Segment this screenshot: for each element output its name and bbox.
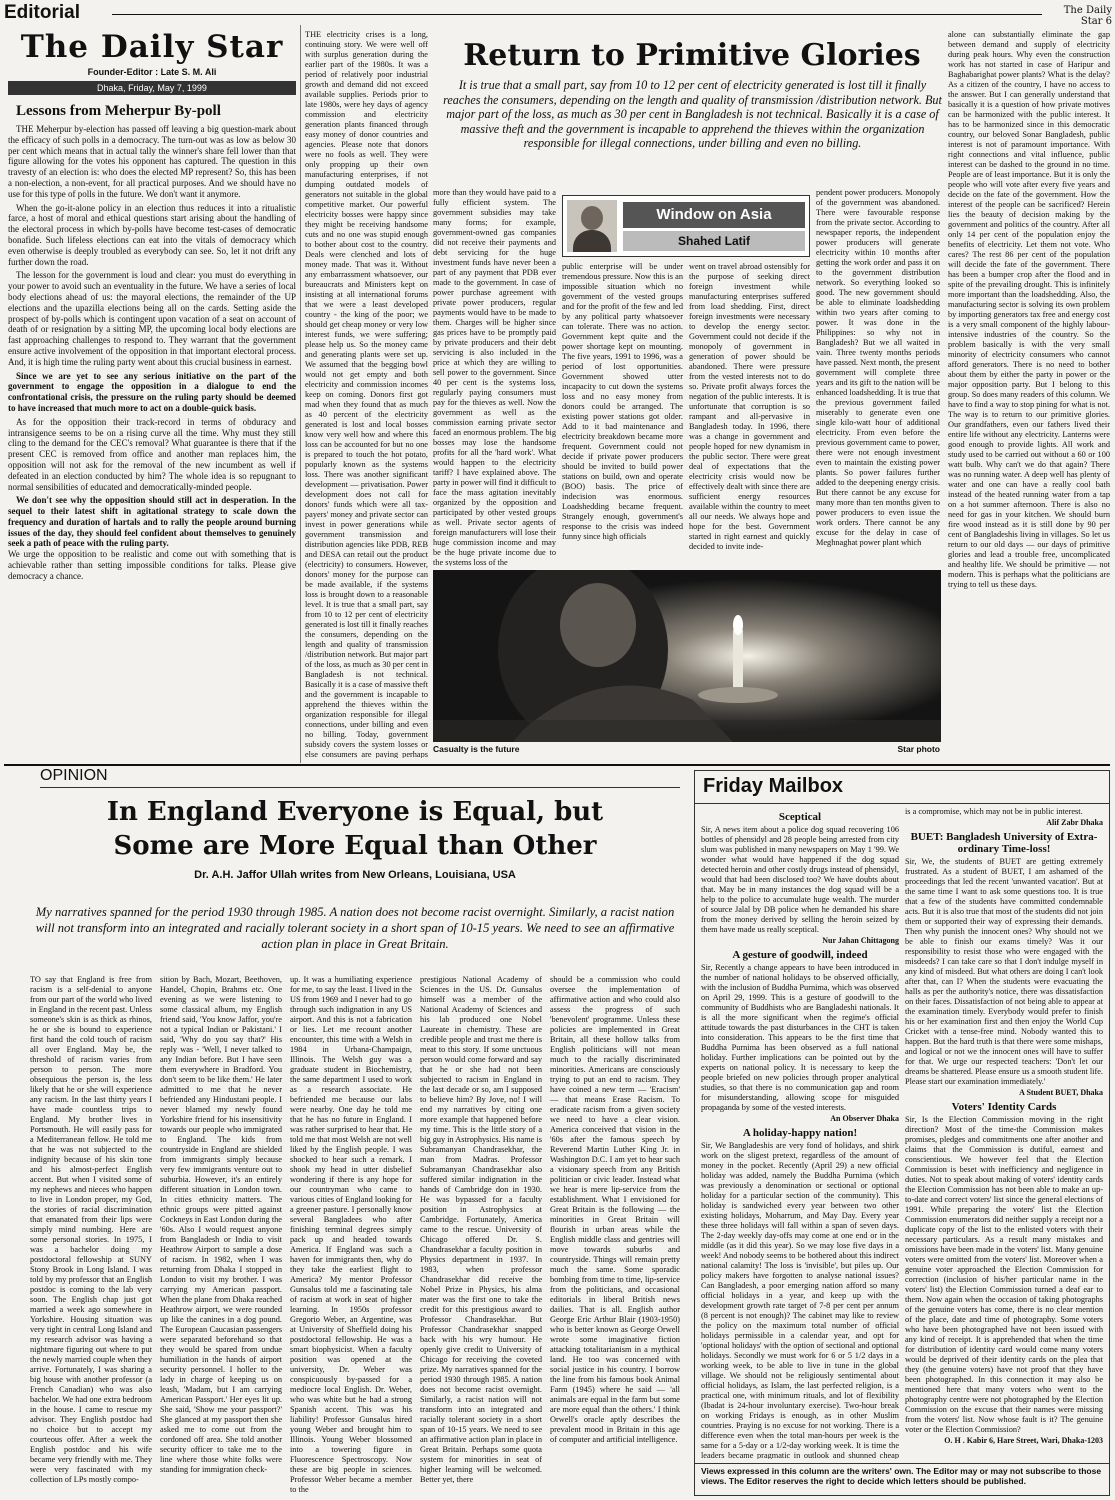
letter-body: Sir, We, the students of BUET are getting extremely frustrated. As a student of BUET, I am ashamed of the proceedings that led the recent 'unwanted vacation'. But at the same time I want to ask some questions too. It is true that a few of the students have committed condemnable acts. But it is also true that most of the students did not join them or supported their way of expressing their demands. Then why punish the innocent ones? Why should not we be able to finish our exams timely? Was it our responsibility to resist those who were engaged with the misdeeds? I can take care so that I don't indulge myself in any kind of misdeed. But what others are doing I can't look after that, can I? When the students were evacuating the halls as per the authority's notice, there was dissatisfaction on their faces. Dissatisfaction of not being able to appear at the examination timely. Everybody would prefer to finish his or her examination first and then enjoy the World Cup Cricket with a tense-free mind. Nobody wanted this to happen. But the hard truth is that there were some mishaps, and logical or not we the innocent ones will have to suffer for that. We urge our respected teachers: 'Don't let our dreams be shattered. Please ensure us a smooth student life. Please start our examination immediately.' xyxy=(905,857,1103,1086)
portrait-head xyxy=(581,206,603,230)
opinion-col-2: sition by Bach, Mozart, Beethoven, Handel, Chopin, Brahms etc. One evening as we were listening to some classical album, my English friend said, 'You know Jaffor, you're not a typical Indian or Pakistani.' I said, 'Why do you say that?' His reply was - 'Well, I never talked to any Indian before. But I have seen them everywhere in Bradford. You don't seem to be like them.' He later admitted to me that he never befriended any Hindustani people. I never blamed my newly found Yorkshire friend for his insensitivity towards our people who immigrated to England. The kids from countryside in England are shielded from immigrants simply because very few immigrants venture out to suburbia. However, it's an entirely different situation in London town. In cities ethnicity matters. The ethnic groups were pitted against Cockneys in East London during the '60s. Also I would request anyone from Bangladesh or India to visit Heathrow Airport to sample a dose of racism. In 1982, when I was returning from Dhaka I stopped in London to visit my brother. I was carrying my American passport. When the plane from Dhaka reached Heathrow airport, we were rounded up like the canines in a dog pound. The European Caucasian passengers were separated beforehand so that they would be spared from undue humiliation in the hands of airport security personnel. I holler to the lady in charge of keeping us on leash, 'Madam, but I am carrying American Passport.' Her eyes lit up. She said, 'Show me your passport?' She glanced at my passport then she asked me to come out from the cordoned off area. She told another security officer to take me to the line where those white folks were standing for immigration check- xyxy=(160,975,282,1474)
opinion-title-line-2: Some are More Equal than Other xyxy=(113,831,597,861)
opinion-deck: My narratives spanned for the period 1930 through 1985. A nation does not become racist overnight. Similarly, a racist nation will not transform into an integrated and racially tolerant society in a short span of 10-15 years. We need to see an affirmative action plan in place in Great Britain. xyxy=(35,905,675,951)
feature-col-5 xyxy=(816,188,940,566)
editorial-paragraph: When the go-it-alone policy in an election thus reduces it into a ritualistic farce, a host of moral and ethical questions start arising about the handling of the electoral process in which by-polls have become test-cases of democratic bonafide. Such lifeless elections can eat into the vitals of democracy which even otherwise is deeply troubled as everybody can see. So, let it not drift any further down the road. xyxy=(8,202,296,267)
mailbox-col-1 xyxy=(701,807,899,1459)
feature-text: alone can substantially eliminate the gap between demand and supply of electricity during peak hours. Why even the construction work has not started in case of Haripur and Baghabarighat power plants? What is the delay? As a citizen of the country, I have no access to the answer. But I can generally understand that basically it is a question of how private motives can be harmonized with the public interest. It has to be harmonized since in this democratic country, our beloved Sonar Bangladesh, public interest is not of paramount importance. With right connections and vital influence, public interest can be dashed to the ground in no time. People are of least importance. But it is only the people who will vote after every five years and decide on the fate of the government. How the interest of the people can be sacrificed? Herein lies the beauty of decision making by the government and politics of the country. After all only 14 per cent of the population enjoy the benefits of electricity. Let them not vote. Who cares? The rest 86 per cent of the population will decide the fate of the government. There has been a bumper crop after the flood and in spite of the prevailing drought. This is infinitely more important than the loadshedding. Also, the manufacturing sector is solving its own problem by importing generators tax free and energy cost is a very small component of the highly labour-intensive industries of the country. So the problem basically is with the very small minority of electricity consumers who cannot afford generators. There is no need to bother about them by either the party in power or the major opposition party. But I belong to this group. So does many readers of this column. We have to find a way to stop pining for what is not. The way is to return to our primitive glories. Our grandfathers, even our fathers lived their entire life without any electricity. Lanterns were good enough to provide lights. All work and study used to be carried out without a 60 or 100 watt bulb. Why can't we do that again? There was no running water. A deep well has plenty of water and one can have a really cool bath instead of the heated running water from a tap on a hot summer afternoon. There is also no need for gas in your kitchen. We should burn fire wood instead as it is still done by 90 per cent of Bangladeshis living in villages. So let us return to our old days — our days of primitive glories and lead a trouble free, uncomplicated and healthy life. We should be primitive — not modern. This is perhaps what the politicians are trying to tell us these days. xyxy=(948,30,1110,589)
editorial-paragraph: Since we are yet to see any serious initiative on the part of the government to engage the opposition in a dialogue to end the confrontational crisis, the pressure on the ruling party should be deemed to have increased that much more to act on a double-quick basis. xyxy=(8,370,296,413)
letter-title: A holiday-happy nation! xyxy=(742,1127,858,1139)
feature-col-6 xyxy=(948,30,1110,758)
opinion-col-5: should be a commission who could oversee the implementation of affirmative action and who could also assess the progress of such 'benevolent' programme. Unless these policies are implemented in Great Britain, all these hollow talks from English politicians will not mean much to the racially discriminated minorities. Americans are consciously trying to put an end to racism. They have coined a new term — 'Eracism' — that means Erase Racism. To eradicate racism from a given society we need to have a clear vision. America conceived that vision in the '60s after the famous speech by Reverend Martin Luther King Jr. in Washington D.C. I am yet to hear such a visionary speech from any British politician or civic leader. Instead what we hear is mere lip-service from the establishment. What I envisioned for Great Britain is the following — the minorities in Great Britain will flourish in urban areas while the English middle class and gentries will move towards suburbs and countryside. Things will remain pretty much the same. Some sporadic bombing from time to time, lip-service from the politicians, and occasional editorials in liberal British news dailies. That is all. English author George Eric Arthur Blair (1903-1950) who is better known as George Orwell wrote some imaginative fiction attacking totalitarianism in a mythical land. He too was concerned with social justice in his country. I borrow the line from his famous book Animal Farm (1945) where he said — 'all animals are equal in the farm but some are more equal than the others.' I think Orwell's oracle aptly describes the prevalent mood in Britain in this age of computer and artificial intelligence. xyxy=(550,975,680,1444)
opinion-rule xyxy=(40,787,680,788)
feature-col-1 xyxy=(305,30,428,758)
letter-body: Sir, Recently a change appears to have been introduced in the number of national holidays to be observed officially, with the inclusion of Buddha Purnima, which was observed on April 29, 1999. This is a gesture of goodwill to the community of Buddhists who are Bangladeshi nationals. It is all the more significant when the regime's official attitude towards the past disturbances in the CHT is taken into consideration. This appears to be the first time that Buddha Purnima has been observed as a full national holiday. Further implications can be pointed out by the experts on national policy. It is necessary to keep the people briefed on new policies through proper analytical studies, so that there is no communication gap and room for misunderstanding, allowing scope for misguided propaganda by some of the vested interests. xyxy=(701,963,899,1112)
feature-text: went on travel abroad ostensibly for the purpose of seeking direct foreign investment while manufacturing enterprises suffered from load shedding. First, direct foreign investments were necessary to develop the energy sector. Government could not decide if the monopoly of government in generation of power should be abandoned. There were pressure from the vested interests not to do so. Private profit always forces the negation of the public interests. It is unfortunate that corruption is so rampant and all-pervasive in Bangladesh today. In 1996, there was a change in government and people hoped for new dynamism in the public sector. There were great deal of expectations that the electricity crisis would now be effectively dealt with since there are sufficient energy resources available within the country to meet all our needs. We always hope and hope for the best. Government started in right earnest and quickly decided to invite inde- xyxy=(689,262,810,551)
editorial-paragraph: As for the opposition their track-record in terms of obduracy and intransigence seems to be on a rising curve all the time. Why must they still cling to the demand for the CEC's removal? What guarantee is there that if the present CEC is removed from office and another man replaces him, the opposition will not ask for the removal of the new incumbent as well if defeated in an election conducted by him? The whole idea is so repugnant to normal sensibilities of educated and democratically-minded people. xyxy=(8,416,296,492)
feature-deck: It is true that a small part, say from 10 to 12 per cent of electricity generated is lost till it finally reaches the consumers, depending on the length and quality of transmission /distribution network. But major part of the loss, as much as 30 per cent in Bangladesh is not technical. Basically it is a case of massive theft and the government is incapable to apprehend the thieves within the organization responsible for illegal connections, under billing and even no billing. xyxy=(443,78,942,151)
opinion-byline: Dr. A.H. Jaffor Ullah writes from New Orleans, Louisiana, USA xyxy=(194,869,516,881)
letter-signature: Nur Jahan Chittagong xyxy=(822,936,899,945)
column-byline: Shahed Latif xyxy=(623,231,805,251)
author-portrait xyxy=(567,200,617,252)
letter-title: A gesture of goodwill, indeed xyxy=(732,949,868,961)
column-name: Window on Asia xyxy=(623,202,805,228)
editorial-paragraph: The lesson for the government is loud and clear: you must do everything in your power to avoid such an eventuality in the future. We have a series of local body elections ahead of us: the mayoral elections, the remainder of the UP elections and the upazilla elections being all on the cards. Setting aside the prospect of by-polls which is contingent upon vacation of a seat on account of death of or resignation by a sitting MP, the upcoming local body elections are fast approaching challenges to respond to. They warrant that the government ensure active involvement of the opposition in that important electoral process. And, it is high time the ruling party went about this crucial business in earnest. xyxy=(8,270,296,367)
mailbox-rule xyxy=(695,803,1109,804)
letter-signature: A Student BUET, Dhaka xyxy=(1019,1088,1103,1097)
header-rule xyxy=(112,14,1042,15)
opinion-label: OPINION xyxy=(40,767,108,784)
feature-photo xyxy=(433,570,941,742)
editorial-column xyxy=(8,30,296,762)
letter-body: is a compromise, which may not be in public interest. xyxy=(905,807,1083,816)
editorial-paragraph: We don't see why the opposition should still act in desperation. In the sequel to their latest shift in agitational strategy to scale down the frequency and duration of hartals and to rally the people around burning issues of the day, they should feel confident about themselves to genuinely seek a path of peace with the ruling party. xyxy=(8,495,296,549)
letter-title: Sceptical xyxy=(778,811,822,823)
feature-text: more than they would have paid to a fully efficient system. The government subsidies may take many forms; for example, government-owned gas companies did not receive their payments and debt servicing for the huge investment funds have never been a part of any payment that PDB ever made to the government. In case of power purchase agreement with private power producers, regular payments would have to be made to them. Charges will be higher since gas prices have to be promptly paid by private producers and their debt servicing is also included in the price at which they are willing to sell power to the government. Since 40 per cent is the systems loss, regularly paying consumers must pay for the thieves as well. Now the government as well as the commission earning private sector faced an enormous problem. The big bosses may lose the handsome profits for all the 'hard work'. What would happen to the electricity tariff? I have explained above. The party in power will find it difficult to face the mass agitation inevitably organized by the opposition and participated by other vested groups as well. Private sector agents of foreign manufacturers will lose their huge commission income and may be the huge private income due to the systems loss of the xyxy=(433,188,556,566)
feature-col-3 xyxy=(562,262,683,564)
founder-line: Founder-Editor : Late S. M. Ali xyxy=(87,67,217,77)
mailbox-footer-rule xyxy=(695,1463,1109,1464)
opinion-col-1: TO say that England is free from racism is a self-denial to anyone from our part of the world who lived in England in the recent past. Unless someone's skin is as thick as rhinos, he or she is bound to experience first hand the cold touch of racism all over England. May be, the threshold of racism varies from person to person. The more obsequious the person is, the less likely that he or she will experience any racism. In the last thirty years I have made countless trips to England. My brother lives in Portsmouth. He will easily pass for a Mediterranean fellow. He told me that he was not subjected to the indignity because of his skin tone and his almost-perfect English accent. But when I visited some of my nephews and nieces who happen to live in London proper, my God, the stories of racial discrimination that emanated from their lips were simply mind numbing. Here are some personal stories. In 1975, I was a bachelor doing my postdoctoral fellowship at SUNY Stony Brook in Long Island. I was told by my professor that an English postdoc is coming to the lab very soon. The English chap just got married a week ago somewhere in Yorkshire. Housing situation was very tight in central Long Island and my research advisor was having a nightmare figuring out where to put the newly married couple when they arrive. Fortunately, I was sharing a big house with another professor (a French Canadian) who was also bachelor. We had one extra bedroom in the house. I came to rescue my advisor. They English postdoc had no choice but to accept my courteous offer. After a week the English postdoc and his wife became very friendly with me. They were very fascinated with my collection of LPs mostly compo- xyxy=(30,975,152,1484)
letter-signature: An Observer Dhaka xyxy=(830,1114,899,1123)
section-rule xyxy=(4,764,1110,766)
feature-text: public enterprise will be under tremendous pressure. Now this is an impossible situation which no government of the vested groups and for the profit of the few and led by any political party whatsoever can tolerate. There was no action. Government kept quite and the power shortage kept on mounting. The five years, 1991 to 1996, was a period of lost opportunities. Government showed utter incapacity to cut down the systems loss and no easy money from donors could be arranged. The existing power stations got older. Add to it bad maintenance and electricity breakdown became more frequent. Government could not decide if private power producers should be invited to build power stations on build, own and operate (BOO) basis. The price of indecision was enormous. Loadshedding became frequent. Strangely enough, government's response to the crisis was indeed funny since high officials xyxy=(562,262,683,541)
editorial-title: Lessons from Meherpur By-poll xyxy=(16,103,221,119)
column-logo-box xyxy=(562,195,810,257)
page-folio: The Daily Star 6 xyxy=(1063,5,1112,27)
opinion-col-4: prestigious National Academy of Sciences in the US. Dr. Gunsalus himself was a member of the National Academy of Sciences and his lab produced one Nobel Laureate in chemistry. These are credible people and trust me there is meat to this story. If some unctuous person would come forward and say that he or she had not been subjected to racism in England in the last decade or so, am I supposed to believe him? By Jove, no! I will end my narratives by citing one more example that happened before my time. This is the little story of a big guy in Astrophysics. His name is Subramanyan Chandrasekhar, the man from Madras. Professor Subramanyan Chandrasekhar also suffered similar indignation in the hands of Cambridge don in 1930. He was bypassed for a faculty position in Astrophysics at Cambridge. Fortunately, America came to the rescue. University of Chicago offered Dr. S. Chandrasekhar a faculty position in Physics department in 1937. In 1983, when professor Chandrasekhar did receive the Nobel Prize in Physics, his alma mater was the first one to take the credit for this prestigious award to Professor Chandrasekhar. But Professor Chandrasekhar snapped back with his wry humour. He openly give credit to University of Chicago for receiving the coveted prize. My narratives spanned for the period 1930 through 1985. A nation does not become racist overnight. Similarly, a racist nation will not transform into an integrated and racially tolerant society in a short span of 10-15 years. We need to see an affirmative action plan in place in Great Britain. Perhaps some quota system for minorities in seat of higher learning will be welcomed. Better yet, there xyxy=(420,975,542,1484)
mailbox-col-2 xyxy=(905,807,1103,1459)
letter-body: Sir, Is the Election Commission moving in the right direction? Most of the time-the Commission makes promises, pledges and commitments one after another and claims that the Commission is dutiful, earnest and conscientious. We however feel that the Election Commission is beset with inefficiency and negligence in duties. Not to speak about making of voters' identity cards the Election Commission has not been able to make an up-to-date and correct voters' list since the general elections of 1991. While preparing the voters' list the Election Commission enumerators did neither supply a receipt nor a duplicate copy of the list to the enlisted voters with their necessary particulars. As a result many mistakes and omissions have been made in the voters' list. Many genuine voters were omitted from the voters' list. Moreover when a genuine voter approached the Election Commission for correction (inclusion of his/her particular name in the voters' list) the Election Commission turned a deaf ear to them. Now again when the occasion of taking photographs of the genuine voters has come, there is no clear mention of the place, date and time of photography. Some voters who have been photographed have not been issued with any kind of receipt. It is apprehended that when the time for distribution of identity card would come many voters would be deprived of their identity cards on the plea that they (the genuine voters) have not proof that they have been photographed. In this connection it may also be mentioned here that many voters who went to the photography centre were not photographed by the Election Commission on the excuse that their names were missing from the voters' list. Now whose fault is it? The genuine voter or the Election Commission? xyxy=(905,1115,1103,1434)
editorial-body xyxy=(8,124,296,744)
photo-credit: Star photo xyxy=(897,744,940,754)
letter-title: Voters' Identity Cards xyxy=(951,1101,1057,1113)
feature-col-4 xyxy=(689,262,810,564)
feature-text: THE electricity crises is a long, continuing story. We were well off with surplus generation during the earlier part of the 1980s. It was a period of relatively poor industrial growth and demand did not exceed available supplies. Periods prior to late 1980s, were hey days of agency commission and electricity generation plants financed through easy money of donor countries and agencies. Please note that donors were no fools as well. They were only propping up their own manufacturing enterprises, if not dumping outdated models of generators not suitable in the global competitive market. Our powerful electricity bosses were happy since they might be receiving handsome cuts and no one was stupid enough to bother about cost to the country. Deals were clenched and lots of money made. That was it. Without any embarrassment whatsoever, our bureaucrats and Ministers kept on insisting at all international forums that we were a least developed country - the king of the poor; we should get cheap money or very low interest funds, we were suffering; please help us. So the money came and generating plants were set up. We assumed that the begging bowl would not get empty and both electricity and commission incomes keep on coming. Donors first got mad when they found that as much as 40 percent of the electricity generated is lost and local bosses know very well how and where this loss can be accounted for but no one is prepared to touch the hot potato, popularly known as the systems loss. There was another significant development — privatisation. Power development does not call for donors' funds which were all tax-payers' money and private sector can invest in power generations while government transmission and distribution agencies like PDB, REB and DESA can retail out the product (electricity) to consumers. However, donors' money for the purpose can be made available, if the systems loss is brought down to a reasonable level. It is true that a small part, say from 10 to 12 per cent of electricity generated is lost till it finally reaches the consumers, depending on the length and quality of transmission /distribution network. But major part of the loss, as much as 30 per cent in Bangladesh is not technical. Basically it is a case of massive theft and the government is incapable to apprehend the thieves within the organization responsible for illegal connections, under billing and even no billing. Today, government subsidy covers the system losses or else consumers are paying perhaps xyxy=(305,30,428,758)
mailbox-title: Friday Mailbox xyxy=(703,775,844,797)
letter-signature: Alif Zabr Dhaka xyxy=(1046,818,1103,827)
portrait-shoulders xyxy=(573,230,611,252)
feature-text: pendent power producers. Monopoly of the government was abandoned. There were favourable response from the private sector. According to newspaper reports, the independent power producers will generate electricity within 10 months after getting the work order and pass it on to the government distribution network. So everything looked so good. The new government should be able to eliminate loadshedding within two years after coming to power. It was done in the Philippines: so why not in Bangladesh? But we all waited in vain. Three twenty months periods have passed. Next month, the present government will complete three years and its gift to the nation will be enhanced loadshedding. It is true that the previous government failed miserably to generate even one single kilo-watt hour of additional electricity. From even before the previous government came to power, there were not enough investment even to maintain the existing power plants. So power failures further added to the deepening energy crisis. But there cannot be any excuse for many more than ten months given to power producers to even issue the work orders. There cannot be any excuse for the delay in case of Meghnaghat power plant which xyxy=(816,188,940,547)
letter-signature: O. H . Kabir 6, Hare Street, Wari, Dhaka-1203 xyxy=(944,1436,1103,1445)
masthead: The Daily Star xyxy=(20,29,284,65)
letter-title: BUET: Bangladesh University of Extra-ordinary Time-loss! xyxy=(910,831,1098,855)
column-divider xyxy=(300,25,301,763)
opinion-col-3: up. It was a humiliating experience for me, to say the least. I lived in the US from 1969 and I never had to go through such indignation in any US airport. And this is not a fabrication or lies. Let me recount another encounter, this time with a Welsh in 1984 in Urbana-Champaign, Illinois. The Welsh guy was a graduate student in Biochemistry, the same department I used to work as a research associate. He befriended me because our labs were nearby. One day he told me that he has no future in England. I was rather surprised to hear that. He told me that most Welsh are not well liked by the English people. I was shocked to hear such a remark. I shook my head in utter disbelief wondering if there is any hope for our countryman who came to various cities of England looking for a greener pasture. I personally know several Bangladees who after finishing terminal degrees simply pack up and headed towards America. If England was such a haven for immigrants then, why do they take the earliest flight to America? My mentor Professor Gunsalus told me a fascinating tale of racism at work in seat of higher learning. In 1950s professor Gregorio Weber, an Argentine, was at University of Sheffield doing his postdoctoral fellowship. He was a smart biophysicist. When a faculty position was opened at the university, Dr. Weber was conspicuously by-passed for a mediocre local English. Dr. Weber, who was white but he had a strong Spanish accent. This was his liability! Professor Gunsalus hired young Weber and brought him to Illinois. Young Weber blossomed into a towering figure in Fluorescence Spectroscopy. Now these are big people in sciences. Professor Weber became a member to the xyxy=(290,975,412,1493)
letter-body: Sir, A news item about a police dog squad recovering 106 bottles of phensidyl and 28 people being arrested from city slum was published in many newspapers on May 1 '99. We wonder what would have happened if the dog squad detected heroin and other costly drugs instead of phensidyl, would that had been disclosed too? We have doubts about that. May be in many instances the dog squad will be a help to the police to accumulate huge wealth. The murder of source Jalal by DB police when he demanded his share from the money derived by selling the heroin seized by them have made us really sceptical. xyxy=(701,825,899,934)
section-label: Editorial xyxy=(4,2,81,23)
feature-title: Return to Primitive Glories xyxy=(463,38,921,73)
opinion-title xyxy=(30,795,680,863)
opinion-title-line-1: In England Everyone is Equal, but xyxy=(106,797,604,827)
photo-candle-scene xyxy=(433,570,941,742)
photo-caption: Casualty is the future xyxy=(433,744,520,754)
dateline: Dhaka, Friday, May 7, 1999 xyxy=(8,81,296,95)
editorial-paragraph: We urge the opposition to be realistic and come out with something that is achievable rather than setting impossible conditions for talks. Please give democracy a chance. xyxy=(8,549,296,581)
mailbox-footer: Views expressed in this column are the writers' own. The Editor may or may not subscribe to those views. The Editor reserves the right to decide which letters should be published. xyxy=(701,1466,1102,1486)
editorial-paragraph: THE Meherpur by-election has passed off leaving a big question-mark about the efficacy of such polls in a democracy. The turn-out was as low as below 30 per cent which means that in actual tally the winner's share fell lower than that figure allowing for the votes his opponent has captured. The question in this travesty of an election is: who does the elected MP represent? So, this has been a non-election, a non-event, for all practical purposes. And we should have no use for this type of polls in the future. We don't want it anymore. xyxy=(8,124,296,199)
feature-col-2 xyxy=(433,188,556,566)
letter-body: Sir, We Bangladeshis are very fond of holidays, and shirk work on the sligest pretext, regardless of the amount of money in the pocket. Recently (April 29) a new official holiday was added, namely the Buddha Purnima (which was previously a denomination or sectional or optional holiday for a particular section of the community). This holiday is sandwiched every year between two other existing holidays, Moharrum, and May Day. Every year these three holidays will fall within a span of seven days. The 2-day weekly day-offs may come at one end or in the middle (as it did this year). So we may lose five days in a week! And nobody seems to be bothered about this indirect national calamity! The loss is 'invisible', but piles up. Our policy makers have forgotten to analyse national issues? Can Bangladesh, a poor emerging nation afford so many official holidays in a year, and keep up with the development growth rate target of 7-8 per cent per annum (8 percent is not enough)? The cabinet may like to review the policy on the maximum total number of official holidays permissible in a calendar year, and opt for 'optional holidays' with the option of sectional and optional holidays. Secondly we must work for 6 or 5 1/2 days in a working week, to be able to live in tune in the global village. We should not be religiously sentimental about official holidays, as Islam, the last perfected religion, is a practical one, with minimum rituals, and lot of flexibility (Ibadat is 24-hour involuntary exercise). Two-hour break on working Fridays is enough, as in other Muslim countries. Praying is no excuse for not working. There is a difference even when the total man-hours per week is the same for a 5-day or a 1/2-day working week. It is time the leaders became pragmatic in outlook and shunned cheap xyxy=(701,1141,899,1459)
mailbox-box xyxy=(694,770,1110,1496)
